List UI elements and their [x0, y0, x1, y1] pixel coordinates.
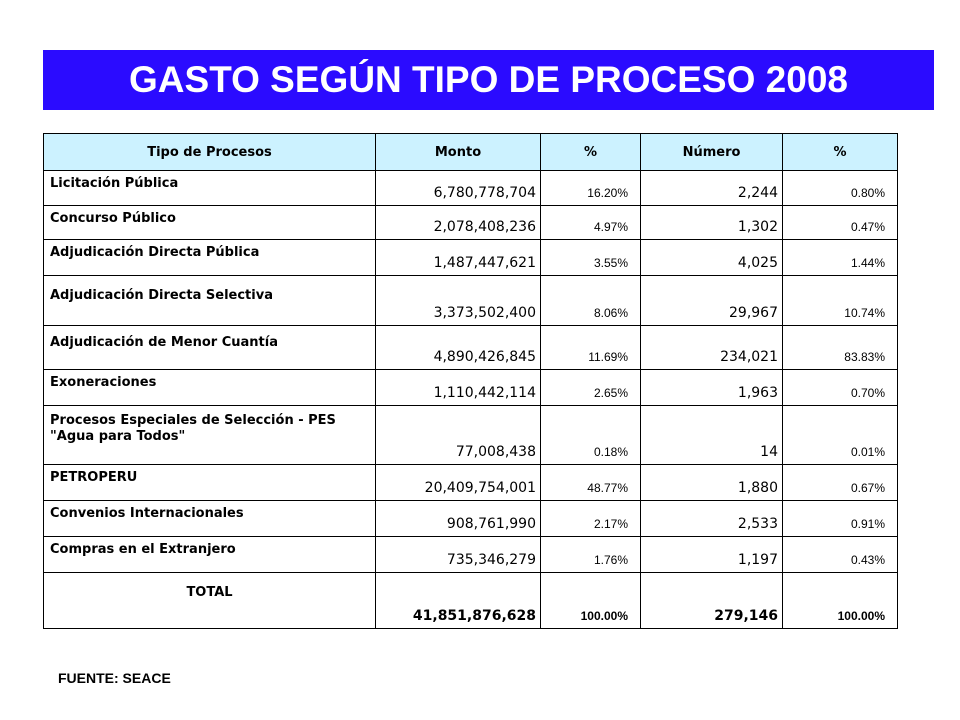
- table-row: [44, 537, 898, 573]
- row-tipo: Concurso Público: [44, 206, 376, 240]
- row-numero: 2,533: [641, 501, 783, 537]
- table-row: [44, 171, 898, 206]
- total-monto-pct: 100.00%: [541, 573, 641, 629]
- row-numero: 1,197: [641, 537, 783, 573]
- spending-table: [43, 133, 898, 629]
- row-monto-pct: 1.76%: [541, 537, 641, 573]
- row-monto: 77,008,438: [376, 406, 541, 465]
- total-numero-pct: 100.00%: [783, 573, 898, 629]
- header-numero: Número: [641, 134, 783, 171]
- row-monto-pct: 8.06%: [541, 276, 641, 326]
- table-total-row: [44, 573, 898, 629]
- table-row: [44, 370, 898, 406]
- row-monto: 6,780,778,704: [376, 171, 541, 206]
- table-row: [44, 501, 898, 537]
- row-tipo: Adjudicación Directa Selectiva: [44, 276, 376, 326]
- row-monto: 1,487,447,621: [376, 240, 541, 276]
- row-numero-pct: 10.74%: [783, 276, 898, 326]
- row-monto-pct: 2.17%: [541, 501, 641, 537]
- header-monto-pct: %: [541, 134, 641, 171]
- row-monto-pct: 0.18%: [541, 406, 641, 465]
- row-numero-pct: 0.67%: [783, 465, 898, 501]
- header-monto: Monto: [376, 134, 541, 171]
- row-numero: 234,021: [641, 326, 783, 370]
- row-monto: 2,078,408,236: [376, 206, 541, 240]
- total-label: TOTAL: [44, 573, 376, 629]
- row-numero: 29,967: [641, 276, 783, 326]
- row-numero-pct: 0.91%: [783, 501, 898, 537]
- row-monto-pct: 3.55%: [541, 240, 641, 276]
- row-numero: 2,244: [641, 171, 783, 206]
- title-banner: [43, 50, 934, 110]
- row-monto: 20,409,754,001: [376, 465, 541, 501]
- table-row: [44, 240, 898, 276]
- header-numero-pct: %: [783, 134, 898, 171]
- row-numero-pct: 0.47%: [783, 206, 898, 240]
- row-monto: 908,761,990: [376, 501, 541, 537]
- row-monto: 4,890,426,845: [376, 326, 541, 370]
- row-numero-pct: 1.44%: [783, 240, 898, 276]
- header-tipo: Tipo de Procesos: [44, 134, 376, 171]
- total-numero: 279,146: [641, 573, 783, 629]
- row-tipo: Convenios Internacionales: [44, 501, 376, 537]
- row-tipo: Exoneraciones: [44, 370, 376, 406]
- row-monto: 735,346,279: [376, 537, 541, 573]
- row-tipo: Adjudicación de Menor Cuantía: [44, 326, 376, 370]
- table-row: [44, 406, 898, 465]
- row-numero: 1,963: [641, 370, 783, 406]
- row-monto-pct: 4.97%: [541, 206, 641, 240]
- row-numero-pct: 83.83%: [783, 326, 898, 370]
- row-tipo: Compras en el Extranjero: [44, 537, 376, 573]
- row-numero: 14: [641, 406, 783, 465]
- row-monto: 3,373,502,400: [376, 276, 541, 326]
- row-numero: 4,025: [641, 240, 783, 276]
- row-tipo: Licitación Pública: [44, 171, 376, 206]
- source-note: FUENTE: SEACE: [58, 670, 171, 686]
- row-numero-pct: 0.43%: [783, 537, 898, 573]
- row-monto-pct: 2.65%: [541, 370, 641, 406]
- table-row: [44, 276, 898, 326]
- row-numero-pct: 0.80%: [783, 171, 898, 206]
- row-tipo: Procesos Especiales de Selección - PES "Agua para Todos": [44, 406, 376, 465]
- row-tipo: Adjudicación Directa Pública: [44, 240, 376, 276]
- row-monto: 1,110,442,114: [376, 370, 541, 406]
- row-tipo: PETROPERU: [44, 465, 376, 501]
- table-header-row: [44, 134, 898, 171]
- row-monto-pct: 48.77%: [541, 465, 641, 501]
- row-numero: 1,302: [641, 206, 783, 240]
- row-numero: 1,880: [641, 465, 783, 501]
- page-title: GASTO SEGÚN TIPO DE PROCESO 2008: [129, 59, 848, 100]
- table-row: [44, 206, 898, 240]
- row-numero-pct: 0.01%: [783, 406, 898, 465]
- row-monto-pct: 16.20%: [541, 171, 641, 206]
- table-row: [44, 326, 898, 370]
- row-monto-pct: 11.69%: [541, 326, 641, 370]
- row-numero-pct: 0.70%: [783, 370, 898, 406]
- table-row: [44, 465, 898, 501]
- total-monto: 41,851,876,628: [376, 573, 541, 629]
